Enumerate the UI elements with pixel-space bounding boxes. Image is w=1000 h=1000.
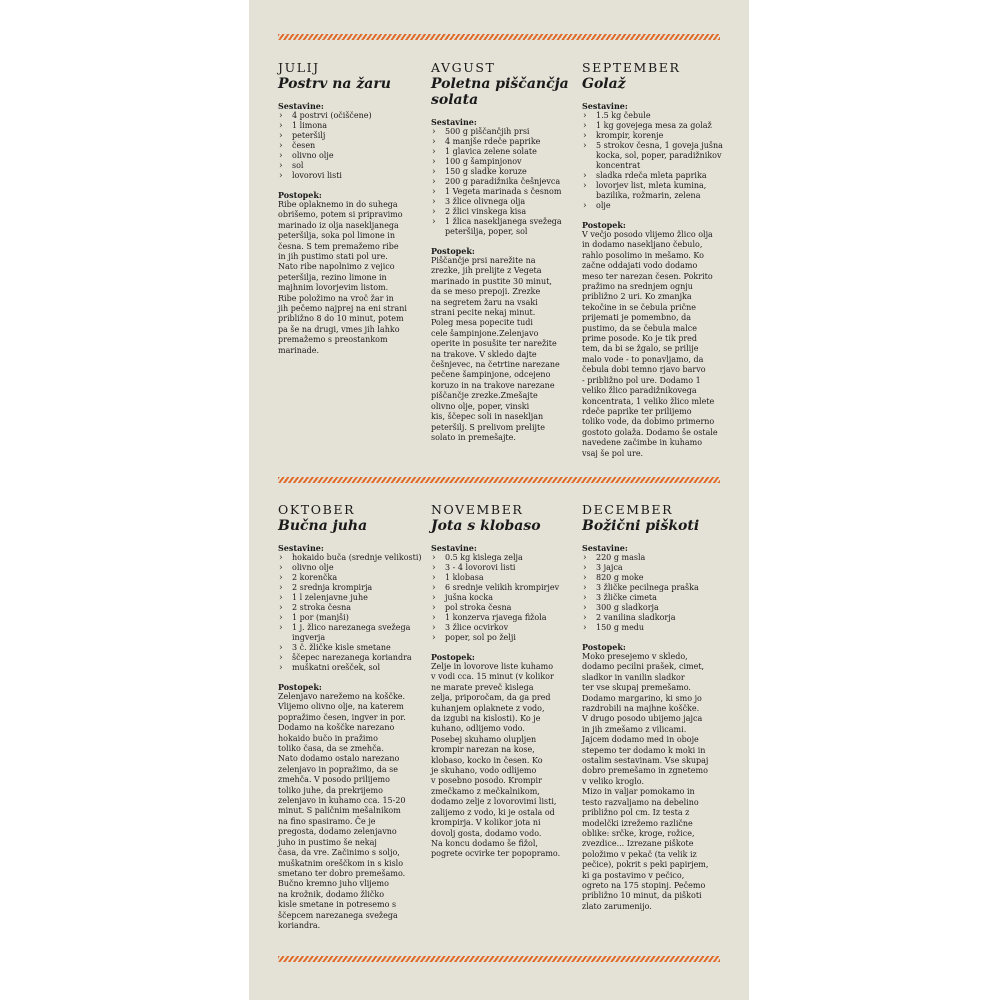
ingredients-list <box>582 111 732 211</box>
ingredient-item: › 1 žlica nasekljanega svežega peteršilja, poper, sol <box>431 217 576 237</box>
ingredient-item: › hokaido buča (srednje velikosti) <box>278 553 423 563</box>
ingredient-item: › 1 Vegeta marinada s česnom <box>431 187 576 197</box>
recipe-avgust <box>431 61 576 443</box>
ingredient-item: › ščepec narezanega koriandra <box>278 653 423 663</box>
ingredients-label: Sestavine: <box>582 543 628 553</box>
recipe-december <box>582 503 732 912</box>
ingredient-item: › 3 žlice ocvirkov <box>431 623 576 633</box>
ingredient-item: › peteršilj <box>278 131 423 141</box>
ingredient-item: › 820 g moke <box>582 573 732 583</box>
decorative-stripe-middle <box>278 477 720 483</box>
recipe-oktober <box>278 503 423 931</box>
ingredient-item: › 1 klobasa <box>431 573 576 583</box>
ingredient-item: › 3 žličke pecilnega praška <box>582 583 732 593</box>
recipe-title: Jota s klobaso <box>431 518 541 534</box>
ingredient-item: › 500 g piščančjih prsi <box>431 127 576 137</box>
recipe-title: Božični piškoti <box>582 518 700 534</box>
calendar-page <box>249 0 749 1000</box>
ingredient-item: › 1.5 kg čebule <box>582 111 732 121</box>
ingredient-item: › 220 g masla <box>582 553 732 563</box>
ingredient-item: › lovorovi listi <box>278 171 423 181</box>
ingredients-label: Sestavine: <box>278 543 324 553</box>
ingredient-item: › olivno olje <box>278 563 423 573</box>
ingredients-list <box>278 553 423 673</box>
ingredient-item: › 3 jajca <box>582 563 732 573</box>
ingredient-item: › 1 l zelenjavne juhe <box>278 593 423 603</box>
ingredient-item: › sol <box>278 161 423 171</box>
month-label: JULIJ <box>278 60 320 75</box>
ingredient-item: › poper, sol po želji <box>431 633 576 643</box>
month-label: OKTOBER <box>278 502 356 517</box>
ingredient-item: › krompir, korenje <box>582 131 732 141</box>
ingredient-item: › 3 č. žličke kisle smetane <box>278 643 423 653</box>
ingredient-item: › 2 korenčka <box>278 573 423 583</box>
month-label: SEPTEMBER <box>582 60 681 75</box>
ingredient-item: › 2 vanilina sladkorja <box>582 613 732 623</box>
month-label: AVGUST <box>431 60 496 75</box>
ingredient-item: › 4 manjše rdeče paprike <box>431 137 576 147</box>
ingredient-item: › 3 žličke cimeta <box>582 593 732 603</box>
ingredient-item: › 1 por (manjši) <box>278 613 423 623</box>
ingredient-item: › 2 srednja krompirja <box>278 583 423 593</box>
ingredient-item: › 150 g sladke koruze <box>431 167 576 177</box>
ingredient-item: › 1 konzerva rjavega fižola <box>431 613 576 623</box>
ingredient-item: › 1 glavica zelene solate <box>431 147 576 157</box>
ingredient-item: › 1 kg govejega mesa za golaž <box>582 121 732 131</box>
recipe-title: Postrv na žaru <box>278 76 391 92</box>
ingredient-item: › sladka rdeča mleta paprika <box>582 171 732 181</box>
recipe-november <box>431 503 576 860</box>
month-label: NOVEMBER <box>431 502 524 517</box>
recipe-title: Bučna juha <box>278 518 368 534</box>
decorative-stripe-bottom <box>278 956 720 962</box>
ingredient-item: › 200 g paradižnika češnjevca <box>431 177 576 187</box>
recipe-september <box>582 61 732 459</box>
decorative-stripe-top <box>278 34 720 40</box>
ingredients-label: Sestavine: <box>278 101 324 111</box>
ingredient-item: › 5 strokov česna, 1 goveja jušna kocka, sol, poper, paradižnikov koncentrat <box>582 141 732 171</box>
method-text: V večjo posodo vlijemo žlico olja in dodamo nasekljano čebulo, rahlo posolimo in mešamo. Ko začne oddajati vodo dodamo meso ter narezan česen. Pokrito pražimo na srednjem ognju približno 2 uri. Ko zmanjka tekočine in se čebula prične prijemati je pomembno, da pustimo, da se čebula malce prime posode. Ko je tik pred tem, da bi se žgalo, se prilije malo vode - to ponavljamo, da čebula dobi temno rjavo barvo - približno pol ure. Dodamo 1 veliko žlico paradižnikovega koncentrata, 1 veliko žlico mlete rdeče paprike ter prilijemo toliko vode, da dobimo primerno gostoto golaža. Dodamo še ostale navedene začimbe in kuhamo vsaj še pol ure. <box>582 230 718 458</box>
ingredient-item: › 3 žlice olivnega olja <box>431 197 576 207</box>
method-text: Zelenjavo narežemo na koščke. Vlijemo olivno olje, na katerem popražimo česen, ingver in por. Dodamo na koščke narezano hokaido bučo in pražimo toliko časa, da se zmehča. Nato dodamo ostalo narezano zelenjavo in popražimo, da se zmehča. V posodo prilijemo toliko juhe, da prekrijemo zelenjavo in kuhamo cca. 15-20 minut. S paličnim mešalnikom na fino spasiramo. Če je pregosta, dodamo zelenjavno juho in pustimo še nekaj časa, da vre. Začinimo s soljo, muškatnim oreščkom in s kislo smetano ter dobro premešamo. Bučno kremno juho vlijemo na krožnik, dodamo žličko kisle smetane in potresemo s ščepcem narezanega svežega koriandra. <box>278 692 406 930</box>
method-text: Moko presejemo v skledo, dodamo pecilni prašek, cimet, sladkor in vanilin sladkor ter vse skupaj premešamo. Dodamo margarino, ki smo jo razdrobili na majhne koščke. V drugo posodo ubijemo jajca in jih zmešamo z vilicami. Jajcem dodamo med in oboje stepemo ter dodamo k moki in ostalim sestavinam. Vse skupaj dobro premešamo in zgnetemo v veliko kroglo. Mizo in valjar pomokamo in testo razvaljamo na debelino približno pol cm. Iz testa z modelčki izrežemo različne oblike: srčke, kroge, rožice, zvezdice... Izrezane piškote položimo v pekač (ta velik iz pečice), pokrit s peki papirjem, ki ga postavimo v pečico, ogreto na 175 stopinj. Pečemo približno 10 minut, da piškoti zlato zarumenijo. <box>582 652 709 911</box>
ingredients-label: Sestavine: <box>431 543 477 553</box>
recipe-title: Poletna piščančja solata <box>431 76 569 108</box>
ingredient-item: › olivno olje <box>278 151 423 161</box>
method-label: Postopek: <box>582 220 626 230</box>
ingredient-item: › lovorjev list, mleta kumina, bazilika, rožmarin, zelena <box>582 181 732 201</box>
ingredients-label: Sestavine: <box>582 101 628 111</box>
ingredient-item: › 1 j. žlico narezanega svežega ingverja <box>278 623 423 643</box>
method-text: Zelje in lovorove liste kuhamo v vodi cca. 15 minut (v kolikor ne marate preveč kislega zelja, priporočam, da ga pred kuhanjem oplaknete z vodo, da izgubi na kislosti). Ko je kuhano, odlijemo vodo. Posebej skuhamo olupljen krompir narezan na kose, klobaso, kocko in česen. Ko je skuhano, vodo odlijemo v posebno posodo. Krompir zmečkamo z mečkalnikom, dodamo zelje z lovorovimi listi, zalijemo z vodo, ki je ostala od krompirja. V kolikor jota ni dovolj gosta, dodamo vodo. Na koncu dodamo še fižol, pogrete ocvirke ter popopramo. <box>431 662 561 859</box>
month-label: DECEMBER <box>582 502 674 517</box>
method-label: Postopek: <box>431 246 475 256</box>
method-label: Postopek: <box>278 190 322 200</box>
ingredients-list <box>582 553 732 633</box>
ingredients-list <box>431 553 576 643</box>
method-text: Piščančje prsi narežite na zrezke, jih prelijte z Vegeta marinado in pustite 30 minut, da se meso prepoji. Zrezke na segretem žaru na vsaki strani pecite nekaj minut. Poleg mesa popecite tudi cele šampinjone.Zelenjavo operite in posušite ter narežite na trakove. V skledo dajte češnjevec, na četrtine narezane pečene šampinjone, odcejeno koruzo in na trakove narezane piščančje zrezke.Zmešajte olivno olje, poper, vinski kis, ščepec soli in nasekljan peteršilj. S prelivom prelijte solato in premešajte. <box>431 256 560 442</box>
ingredients-list <box>278 111 423 181</box>
ingredient-item: › 1 limona <box>278 121 423 131</box>
ingredient-item: › 4 postrvi (očiščene) <box>278 111 423 121</box>
method-text: Ribe oplaknemo in do suhega obrišemo, potem si pripravimo marinado iz olja nasekljanega peteršilja, soka pol limone in česna. S tem premažemo ribe in jih pustimo stati pol ure. Nato ribe napolnimo z vejico peteršilja, rezino limone in majhnim lovorjevim listom. Ribe položimo na vroč žar in jih pečemo najprej na eni strani približno 8 do 10 minut, potem pa še na drugi, vmes jih lahko premažemo s preostankom marinade. <box>278 200 407 355</box>
ingredient-item: › 100 g šampinjonov <box>431 157 576 167</box>
ingredient-item: › olje <box>582 201 732 211</box>
method-label: Postopek: <box>431 652 475 662</box>
ingredient-item: › muškatni orešček, sol <box>278 663 423 673</box>
ingredient-item: › 0.5 kg kislega zelja <box>431 553 576 563</box>
recipe-julij <box>278 61 423 356</box>
ingredient-item: › 150 g medu <box>582 623 732 633</box>
ingredient-item: › 2 stroka česna <box>278 603 423 613</box>
method-label: Postopek: <box>582 642 626 652</box>
ingredient-item: › pol stroka česna <box>431 603 576 613</box>
ingredient-item: › jušna kocka <box>431 593 576 603</box>
ingredient-item: › 2 žlici vinskega kisa <box>431 207 576 217</box>
ingredient-item: › 6 srednje velikih krompirjev <box>431 583 576 593</box>
ingredient-item: › česen <box>278 141 423 151</box>
ingredient-item: › 300 g sladkorja <box>582 603 732 613</box>
method-label: Postopek: <box>278 682 322 692</box>
ingredients-list <box>431 127 576 237</box>
recipe-title: Golaž <box>582 76 626 92</box>
ingredient-item: › 3 - 4 lovorovi listi <box>431 563 576 573</box>
ingredients-label: Sestavine: <box>431 117 477 127</box>
